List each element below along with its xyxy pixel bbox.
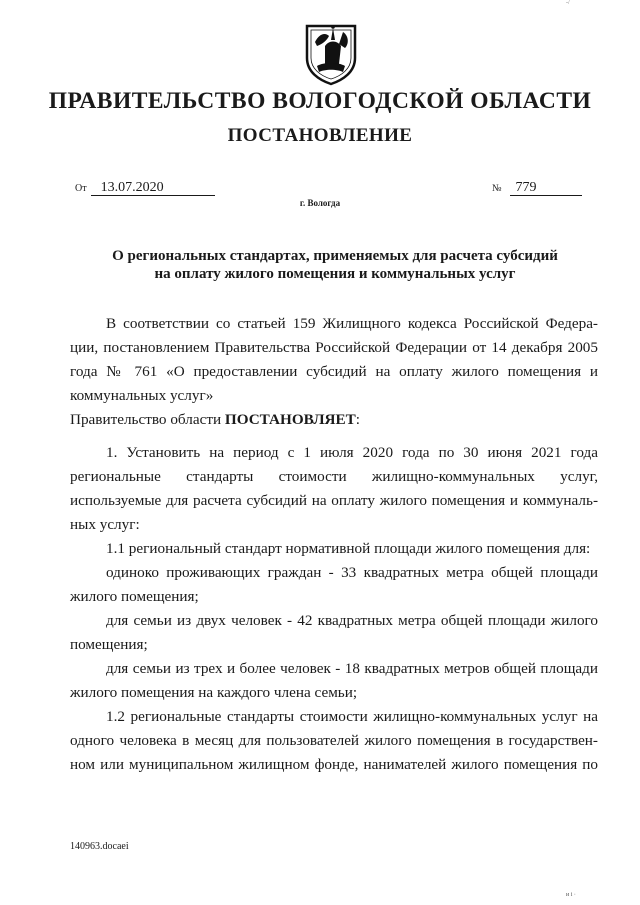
document-subject (70, 247, 600, 283)
date-prefix: От (75, 183, 87, 194)
document-type: ПОСТАНОВЛЕНИЕ (227, 125, 413, 146)
date-value: 13.07.2020 (91, 181, 215, 196)
body-line: жилого помещения; (70, 588, 199, 605)
body-line: В соответствии со статьей 159 Жилищного кодекса Российской Федера- (106, 315, 598, 332)
body-line: используемые для расчета субсидий на оплату жилого помещения и коммуналь- (70, 492, 598, 509)
subject-line: О региональных стандартах, применяемых для расчета субсидий (112, 248, 558, 264)
issue-city: г. Вологда (299, 198, 341, 208)
subject-line: на оплату жилого помещения и коммунальных услуг (154, 266, 516, 282)
number-value: 779 (510, 181, 582, 196)
vologda-coat-of-arms-icon (303, 22, 359, 86)
body-line: 1.2 региональные стандарты стоимости жилищно-коммунальных услуг на (106, 708, 598, 725)
body-line: 1. Установить на период с 1 июля 2020 года по 30 июня 2021 года (106, 444, 598, 461)
body-line: помещения; (70, 636, 148, 653)
body-line: для семьи из трех и более человек - 18 квадратных метров общей площади (106, 660, 598, 677)
document-number (492, 180, 582, 196)
body-line: ных услуг: (70, 516, 140, 533)
body-line: коммунальных услуг» (70, 387, 214, 404)
government-title: ПРАВИТЕЛЬСТВО ВОЛОГОДСКОЙ ОБЛАСТИ (48, 88, 592, 114)
document-body (70, 312, 598, 777)
body-line: одиноко проживающих граждан - 33 квадратных метра общей площади (106, 564, 598, 581)
body-line: жилого помещения на каждого члена семьи; (70, 684, 358, 701)
body-line: 1.1 региональный стандарт нормативной площади жилого помещения для: (106, 540, 591, 557)
document-file-code: 140963.docaei (70, 841, 129, 852)
body-line: одного человека в месяц для пользователей жилого помещения в государствен- (70, 732, 598, 749)
body-line: года № 761 «О предоставлении субсидий на оплату жилого помещения и (70, 363, 598, 380)
document-date (75, 180, 215, 196)
resolves-suffix: : (355, 411, 360, 428)
resolves-line (70, 408, 598, 432)
body-line: региональные стандарты стоимости жилищно-коммунальных услуг, (70, 468, 598, 485)
top-corner-mark: -/ (566, 0, 570, 6)
body-line: ном или муниципальном жилищном фонде, нанимателей жилого помещения по (70, 756, 598, 773)
body-line: для семьи из двух человек - 42 квадратных метра общей площади жилого (106, 612, 598, 629)
resolves-keyword: ПОСТАНОВЛЯЕТ (224, 411, 356, 428)
corner-mark: и і · (566, 892, 576, 898)
body-line: ции, постановлением Правительства Российской Федерации от 14 декабря 2005 (70, 339, 598, 356)
resolves-prefix: Правительство области (70, 411, 225, 428)
number-prefix: № (492, 183, 502, 194)
